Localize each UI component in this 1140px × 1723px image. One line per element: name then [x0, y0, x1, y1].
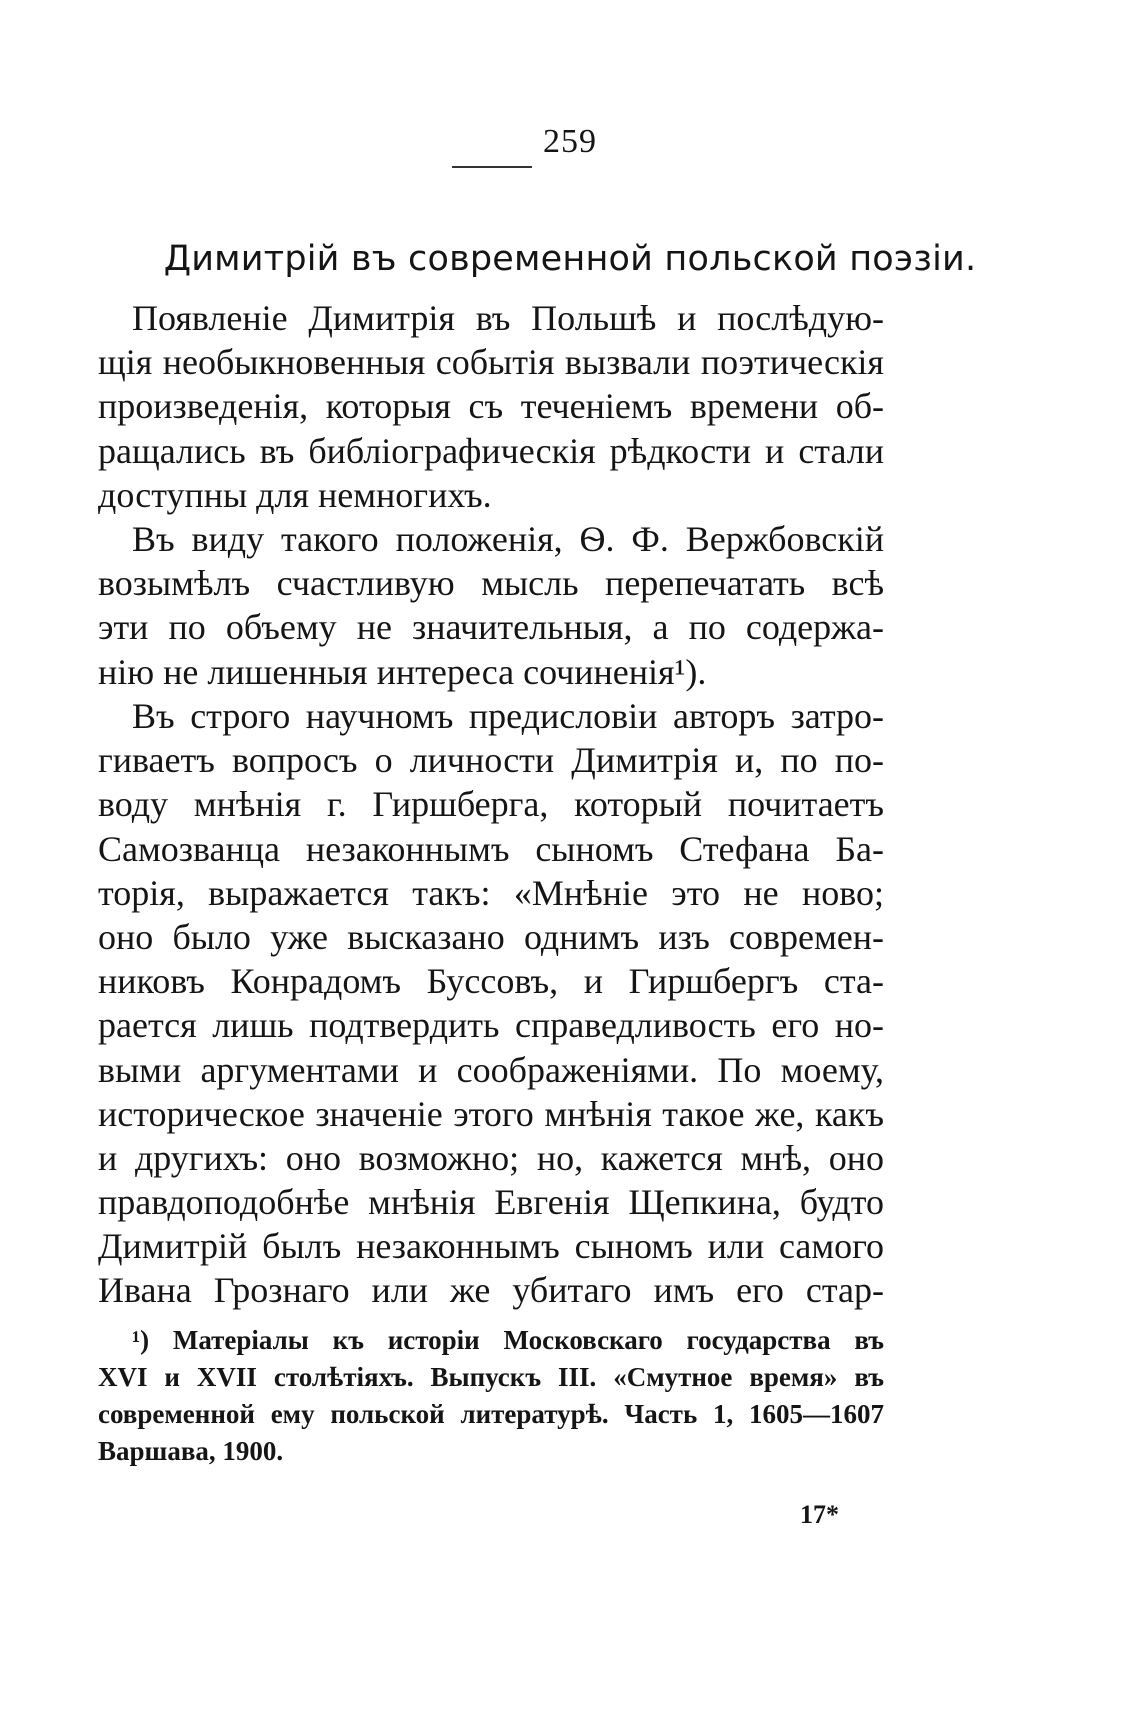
text-line: Самозванца незаконнымъ сыномъ Стефана Ба-: [98, 828, 884, 869]
text-line: ращались въ библіографическія рѣдкости и стали: [98, 430, 884, 471]
signature-mark: 17*: [800, 1500, 839, 1529]
text-line: Ивана Грознаго или же убитаго имъ его стар-: [98, 1270, 884, 1311]
text-line: торія, выражается такъ: «Мнѣніе это не ново;: [98, 872, 884, 913]
footnote-line: XVI и XVII столѣтіяхъ. Выпускъ III. «Смутное время» въ: [98, 1362, 884, 1392]
text-line: и другихъ: оно возможно; но, кажется мнѣ, оно: [98, 1137, 884, 1178]
text-line: Въ виду такого положенія, Ѳ. Ф. Вержбовскій: [132, 519, 884, 559]
text-line: никовъ Конрадомъ Буссовъ, и Гиршбергъ ста-: [98, 961, 884, 1002]
text-line: нію не лишенныя интереса сочиненія¹).: [98, 651, 707, 692]
paragraph-1: [98, 296, 884, 517]
page-number-rule: [452, 166, 532, 168]
text-line: произведенія, которыя съ теченіемъ времени об-: [98, 386, 884, 427]
paragraph-3: [98, 694, 884, 1313]
footnote-line: Варшава, 1900.: [98, 1436, 284, 1466]
text-line: возымѣлъ счастливую мысль перепечатать всѣ: [98, 563, 884, 604]
text-line: воду мнѣнія г. Гиршберга, который почитаетъ: [98, 784, 884, 825]
text-line: рается лишь подтвердить справедливость его но-: [98, 1005, 884, 1046]
footnote-line: современной ему польской литературѣ. Часть 1, 1605—1607: [98, 1399, 884, 1429]
text-line: правдоподобнѣе мнѣнія Евгенія Щепкина, будто: [98, 1182, 884, 1223]
text-line: оно было уже высказано однимъ изъ современ-: [98, 916, 884, 957]
page-number: 259: [543, 123, 597, 160]
text-line: историческое значеніе этого мнѣнія такое же, какъ: [98, 1093, 884, 1134]
footnote: [98, 1322, 884, 1470]
text-line: Появленіе Димитрія въ Польшѣ и послѣдую-: [132, 298, 884, 338]
chapter-title: Димитрій въ современной польской поэзіи.: [163, 239, 977, 279]
text-line: эти по объему не значительныя, а по содержа-: [98, 607, 884, 648]
text-line: выми аргументами и соображеніями. По моему,: [98, 1049, 884, 1090]
text-line: доступны для немногихъ.: [98, 474, 492, 515]
text-line: Въ строго научномъ предисловіи авторъ затро-: [132, 696, 884, 736]
text-line: Димитрій былъ незаконнымъ сыномъ или самого: [98, 1226, 884, 1267]
text-line: гиваетъ вопросъ о личности Димитрія и, по по-: [98, 740, 884, 781]
text-line: щія необыкновенныя событія вызвали поэтическія: [98, 342, 884, 383]
paragraph-2: [98, 517, 884, 694]
footnote-line: ¹) Матеріалы къ исторіи Московскаго государства въ: [132, 1325, 884, 1355]
